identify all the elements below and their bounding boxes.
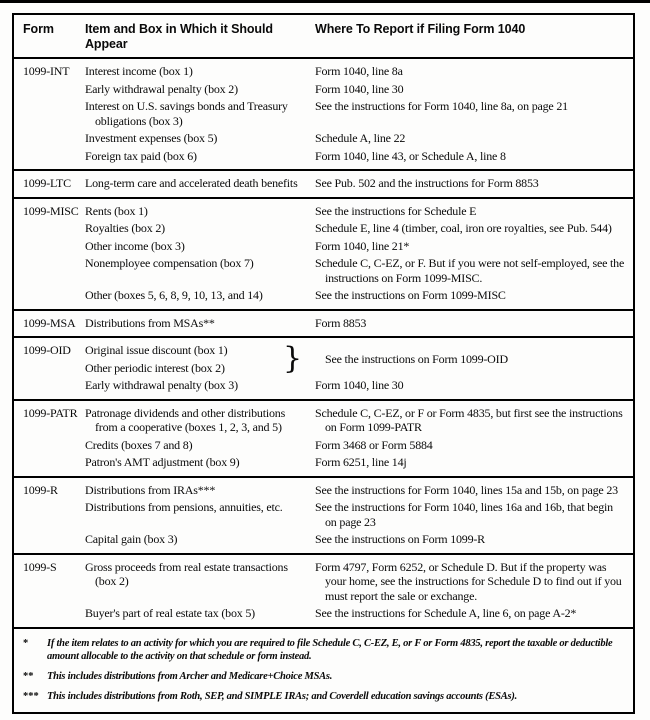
brace-glyph: }	[283, 341, 302, 376]
table-row	[85, 239, 627, 254]
where-cell: Form 1040, line 21*	[315, 238, 410, 253]
item-cell: Other (boxes 5, 6, 8, 9, 10, 13, and 14)	[85, 288, 263, 302]
item-cell: Foreign tax paid (box 6)	[85, 148, 197, 163]
form-name: 1099-INT	[23, 64, 70, 78]
where-cell: See Pub. 502 and the instructions for Form 8853	[315, 176, 539, 190]
table-row	[85, 204, 627, 219]
footnote-text: This includes distributions from Roth, SEP, and SIMPLE IRAs; and Coverdell education savings accounts (ESAs).	[47, 690, 517, 702]
header-where: Where To Report if Filing Form 1040	[315, 22, 526, 36]
section-1099-int	[14, 59, 633, 169]
section-1099-oid	[14, 336, 633, 399]
form-name: 1099-OID	[23, 343, 71, 357]
item-cell: Long-term care and accelerated death benefits	[85, 176, 298, 190]
form-name: 1099-MISC	[23, 203, 79, 218]
where-cell: Form 1040, line 30	[315, 378, 404, 392]
item-cell: Patronage dividends and other distributions from a cooperative (boxes 1, 2, 3, and 5)	[85, 405, 286, 434]
footnote-text: This includes distributions from Archer and Medicare+Choice MSAs.	[47, 670, 333, 682]
table-row	[85, 438, 627, 453]
footnote-text: If the item relates to an activity for which you are required to file Schedule C, C-EZ, E, or F or Form 4835, report the taxable or deductible amount allocable to the activity on that schedule or form instead.	[47, 637, 613, 662]
where-cell: Form 1040, line 30	[315, 81, 404, 96]
form-name: 1099-R	[23, 482, 58, 497]
table-row	[85, 99, 627, 128]
table-row	[85, 176, 627, 191]
item-cell: Original issue discount (box 1)	[85, 343, 228, 357]
page-top-rule	[0, 0, 650, 3]
where-cell: See the instructions for Form 1040, lines 15a and 15b, on page 23	[315, 482, 618, 497]
footnote-marker: ***	[23, 690, 39, 702]
footnote-marker: *	[23, 637, 29, 649]
item-cell: Distributions from MSAs**	[85, 315, 215, 330]
where-cell: See the instructions for Form 1040, lines 16a and 16b, that begin on page 23	[315, 500, 613, 529]
header-form: Form	[23, 22, 54, 36]
table-row	[85, 606, 627, 621]
section-1099-msa	[14, 309, 633, 337]
where-cell: Schedule A, line 22	[315, 131, 406, 145]
where-cell: Form 8853	[315, 315, 367, 330]
where-cell: Schedule C, C-EZ, or F or Form 4835, but first see the instructions on Form 1099-PATR	[315, 405, 623, 434]
table-row	[85, 560, 627, 604]
table-row	[85, 149, 627, 164]
table-row	[85, 500, 627, 529]
item-cell: Other income (box 3)	[85, 238, 185, 253]
item-cell: Interest on U.S. savings bonds and Treasury obligations (box 3)	[85, 99, 288, 128]
form-1099-reporting-table	[12, 13, 635, 714]
where-cell: See the instructions on Form 1099-MISC	[315, 288, 506, 302]
section-1099-patr	[14, 399, 633, 476]
table-row	[85, 406, 627, 435]
item-cell: Nonemployee compensation (box 7)	[85, 256, 254, 270]
table-header-row	[14, 15, 633, 59]
item-cell: Credits (boxes 7 and 8)	[85, 437, 193, 452]
item-cell: Buyer's part of real estate tax (box 5)	[85, 606, 255, 620]
item-cell: Interest income (box 1)	[85, 64, 193, 78]
table-row	[85, 455, 627, 470]
form-name: 1099-S	[23, 559, 57, 574]
table-row	[85, 378, 627, 393]
item-cell: Patron's AMT adjustment (box 9)	[85, 455, 240, 469]
item-cell: Distributions from pensions, annuities, etc.	[85, 500, 283, 514]
item-cell: Other periodic interest (box 2)	[85, 360, 225, 375]
header-item: Item and Box in Which it Should Appear	[85, 22, 273, 51]
table-row	[85, 483, 627, 498]
table-row	[85, 131, 627, 146]
section-1099-ltc	[14, 169, 633, 197]
table-row	[85, 256, 627, 285]
where-cell: See the instructions for Schedule A, line 6, on page A-2*	[315, 606, 577, 620]
table-row	[85, 82, 627, 97]
item-cell: Royalties (box 2)	[85, 221, 165, 235]
where-cell: Schedule C, C-EZ, or F. But if you were not self-employed, see the instructions on Form 1099-MISC.	[315, 256, 625, 285]
item-cell: Capital gain (box 3)	[85, 532, 178, 546]
where-cell: See the instructions on Form 1099-R	[315, 532, 485, 546]
footnote	[23, 690, 625, 703]
form-name: 1099-PATR	[23, 405, 78, 420]
footnote	[23, 670, 625, 683]
item-cell: Early withdrawal penalty (box 3)	[85, 378, 238, 392]
section-1099-misc	[14, 197, 633, 309]
where-cell: Form 6251, line 14j	[315, 455, 407, 469]
where-cell: Form 1040, line 8a	[315, 64, 403, 78]
where-cell: Schedule E, line 4 (timber, coal, iron ore royalties, see Pub. 544)	[315, 221, 612, 235]
table-row	[85, 532, 627, 547]
where-cell: Form 4797, Form 6252, or Schedule D. But if the property was your home, see the instructions for Schedule D to find out if you must report the sale or exchange.	[315, 559, 622, 603]
item-cell: Early withdrawal penalty (box 2)	[85, 81, 238, 96]
where-cell: See the instructions on Form 1099-OID	[325, 351, 508, 366]
item-cell: Rents (box 1)	[85, 203, 148, 218]
braced-row-group	[85, 343, 627, 375]
item-cell: Investment expenses (box 5)	[85, 131, 218, 145]
table-row	[85, 316, 627, 331]
form-name: 1099-LTC	[23, 176, 71, 190]
where-cell: Form 1040, line 43, or Schedule A, line 8	[315, 148, 506, 163]
table-row	[85, 221, 627, 236]
where-cell: Form 3468 or Form 5884	[315, 437, 433, 452]
table-row	[85, 288, 627, 303]
footnote-marker: **	[23, 670, 34, 682]
footnote	[23, 637, 625, 663]
item-cell: Distributions from IRAs***	[85, 482, 216, 497]
table-row	[85, 64, 627, 79]
footnotes-section	[14, 627, 633, 712]
where-cell: See the instructions for Form 1040, line 8a, on page 21	[315, 99, 568, 113]
where-cell: See the instructions for Schedule E	[315, 203, 477, 218]
section-1099-r	[14, 476, 633, 553]
section-1099-s	[14, 553, 633, 627]
item-cell: Gross proceeds from real estate transactions (box 2)	[85, 559, 288, 588]
form-name: 1099-MSA	[23, 315, 76, 330]
